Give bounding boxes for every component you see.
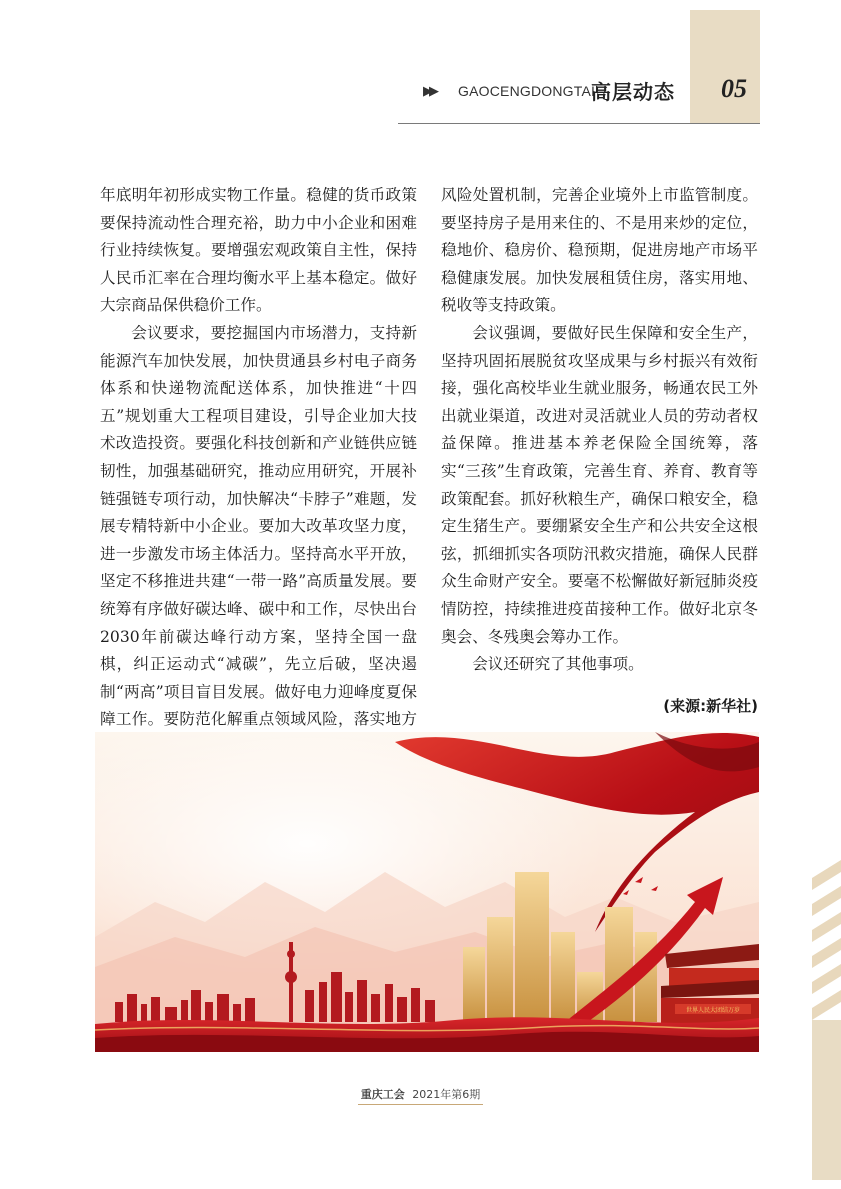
section-title-en: GAOCENGDONGTAI	[458, 83, 596, 99]
paragraph-continued: 年底明年初形成实物工作量。稳健的货币政策要保持流动性合理充裕，助力中小企业和困难行业持续恢复。要增强宏观政策自主性，保持人民币汇率在合理均衡水平上基本稳定。做好大宗商品保供稳价工作。	[100, 186, 417, 315]
section-title-zh: 高层动态	[591, 80, 675, 104]
issue-label: 2021年第6期	[412, 1088, 481, 1101]
paragraph: 会议还研究了其他事项。	[472, 655, 644, 674]
page-number: 05	[721, 74, 747, 103]
header-rule	[398, 123, 760, 124]
skyline-illustration	[95, 732, 759, 1052]
magazine-name: 重庆工会	[360, 1088, 405, 1101]
paragraph: 会议强调，要做好民生保障和安全生产，坚持巩固拓展脱贫攻坚成果与乡村振兴有效衔接，强化高校毕业生就业服务，畅通农民工外出就业渠道，改进对灵活就业人员的劳动者权益保障。推进基本养老保险全国统筹，落实“三孩”生育政策，完善生育、养育、教育等政策配套。抓好秋粮生产，确保口粮安全，稳定生猪生产。要绷紧安全生产和公共安全这根弦，抓细抓实各项防汛救灾措施，确保人民群众生命财产安全。要毫不松懈做好新冠肺炎疫情防控，持续推进疫苗接种工作。做好北京冬奥会、冬残奥会筹办工作。	[441, 323, 758, 646]
paragraph-continued: 风险处置机制，完善企业境外上市监管制度。要坚持房子是用来住的、不是用来炒的定位，稳地价、稳房价、稳预期，促进房地产市场平稳健康发展。加快发展租赁住房，落实用地、税收等支持政策。	[441, 186, 758, 315]
side-stripes-decoration	[812, 860, 841, 1180]
footer	[0, 1086, 841, 1102]
paragraph: 会议要求，要挖掘国内市场潜力，支持新能源汽车加快发展，加快贯通县乡村电子商务体系和快递物流配送体系，加快推进“十四五”规划重大工程项目建设，引导企业加大技术改造投资。要强化科技创新和产业链供应链韧性，加强基础研究，推动应用研究，开展补链强链专项行动，加快解决“卡脖子”难题，发展专精特新中小企业。要加大改革攻坚力度，进一步激发市场主体活力。坚持高水平开放，坚定不移推进共建“一带一路”高质量发展。要统筹有序做好碳达峰、碳中和工作，尽快出台2030年前碳达峰行动方案，坚持全国一盘棋，纠正运动式“减碳”，先立后破，坚决遏制“两高”项目盲目发展。做好电力迎峰度夏保障工作。要防范化解重点领域风险，落实地方	[100, 323, 417, 729]
footer-rule	[358, 1104, 483, 1105]
right-column	[441, 182, 758, 679]
double-arrow-icon: ▶▶	[423, 84, 435, 99]
source-credit: (来源:新华社)	[663, 697, 758, 715]
gate-banner-text: 世界人民大团结万岁	[685, 1007, 741, 1014]
left-column	[100, 182, 417, 761]
header-tab-background	[690, 10, 760, 123]
